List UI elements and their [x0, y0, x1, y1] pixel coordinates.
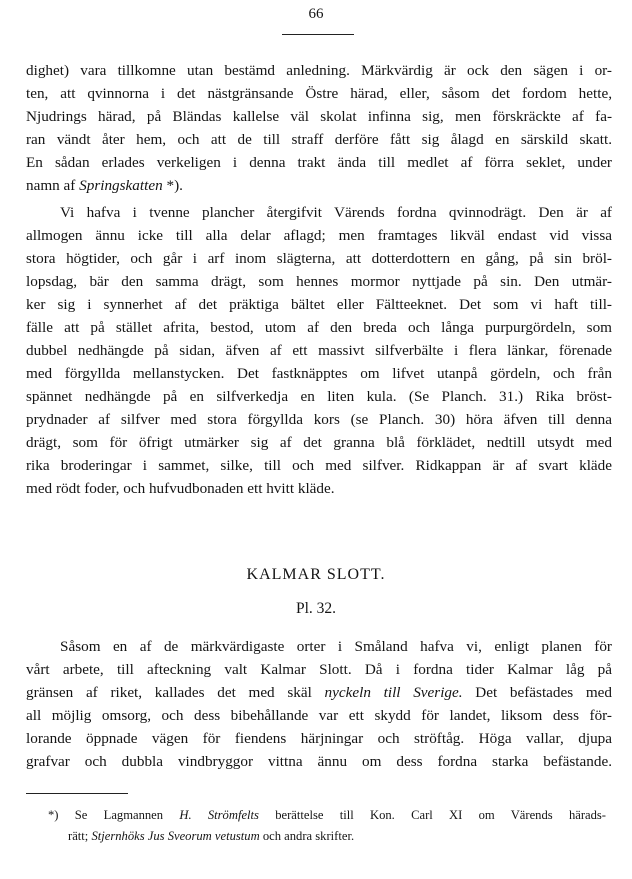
text-line: dubbel nedhängde på sidan, äfven af ett massivt silfverbälte i flera länkar, förenade	[26, 342, 612, 359]
text-line: ker sig i synnerhet af det präktiga bältet eller Fältteeknet. Det som vi haft till-	[26, 296, 612, 313]
italic-term-nyckeln: nyckeln till Sverige.	[324, 684, 463, 701]
text-line: drägt, som för öfrigt utmärker sig af det granna blå förklädet, nedtill utsydt med	[26, 434, 612, 451]
italic-title-jus-sveorum: Stjernhöks Jus Sveorum vetustum	[91, 829, 260, 843]
italic-author-stromfelt: H. Strömfelts	[179, 808, 259, 822]
text-run: gränsen af riket, kallades det med skäl	[26, 684, 325, 701]
text-line: ten, att qvinnorna i det nästgränsande Östre härad, eller, såsom det fordom hette,	[26, 85, 612, 102]
text-line-last: med rödt foder, och hufvudbonaden ett hvitt kläde.	[26, 480, 335, 497]
text-line: fälle att på stället afrita, bestod, utom af den breda och långa purpurgördeln, som	[26, 319, 612, 336]
text-run: och andra skrifter.	[259, 829, 355, 843]
text-line: lorande öppnade vägen för fiendens härjningar och ströftåg. Höga vallar, djupa	[26, 730, 612, 747]
section-title: KALMAR SLOTT.	[246, 566, 386, 583]
text-run: Se Lagmannen	[58, 808, 180, 822]
italic-term-springskatten: Springskatten	[79, 177, 163, 194]
text-run: *).	[162, 177, 183, 194]
text-line: Såsom en af de märkvärdigaste orter i Småland hafva vi, enligt planen för	[60, 638, 612, 655]
text-line: lopsdag, bär den samma drägt, som hennes mormor nyttjade på sin. Den utmär-	[26, 273, 612, 290]
text-run: rätt;	[68, 829, 92, 843]
text-line: spännet nedhängde på en silfverkedja en liten kula. (Se Planch. 31.) Rika bröst-	[26, 388, 612, 405]
footnote-rule	[26, 793, 128, 794]
header-rule	[282, 34, 354, 35]
text-line: Vi hafva i tvenne plancher återgifvit Värends fordna qvinnodrägt. Den är af	[60, 204, 612, 221]
text-line: grafvar och dubbla vindbryggor vittna ännu om dess fordna starka befästande.	[26, 753, 612, 770]
text-run: berättelse till Kon. Carl XI om Värends härads-	[258, 808, 607, 822]
page-number: 66	[308, 6, 324, 22]
text-line	[26, 682, 612, 704]
text-line: med förgyllda mellanstycken. Det fastknäpptes om lifvet utanpå gördeln, och från	[26, 365, 612, 382]
footnote-line	[68, 826, 354, 846]
text-line: ran vändt åter hem, och att de till straff derföre fått sig ålagd en särskild skatt.	[26, 131, 612, 148]
text-line: En sådan erlades verkeligen i denna trakt ända till medlet af förra seklet, under	[26, 154, 612, 171]
text-line: stora högtider, och går i arf inom slägterna, att dotterdottern en gång, på sin bröl-	[26, 250, 612, 267]
text-line: Njudrings härad, på Bländas kallelse väl skolat infinna sig, men förskräckte af fa-	[26, 108, 612, 125]
text-line: prydnader af silfver med stora förgyllda kors (se Planch. 30) höra äfven till denna	[26, 411, 612, 428]
text-line: all möjlig omsorg, och dess bibehållande var ett skydd för landet, liksom dess för-	[26, 707, 612, 724]
text-line: allmogen ännu icke till alla delar aflagd; men framtages likväl endast vid vissa	[26, 227, 612, 244]
text-line: vårt arbete, till afteckning valt Kalmar Slott. Då i fordna tider Kalmar låg på	[26, 661, 612, 678]
text-run: namn af	[26, 177, 80, 194]
text-line: dighet) vara tillkomne utan bestämd anledning. Märkvärdig är ock den sägen i or-	[26, 62, 612, 79]
text-run: Det befästades med	[462, 684, 613, 701]
footnote-line	[48, 805, 606, 825]
text-line-last	[26, 175, 612, 197]
plate-label: Pl. 32.	[295, 600, 337, 617]
text-line: rika broderingar i sammet, silke, till och med silfver. Ridkappan är af svart kläde	[26, 457, 612, 474]
footnote-marker: *)	[48, 808, 59, 822]
